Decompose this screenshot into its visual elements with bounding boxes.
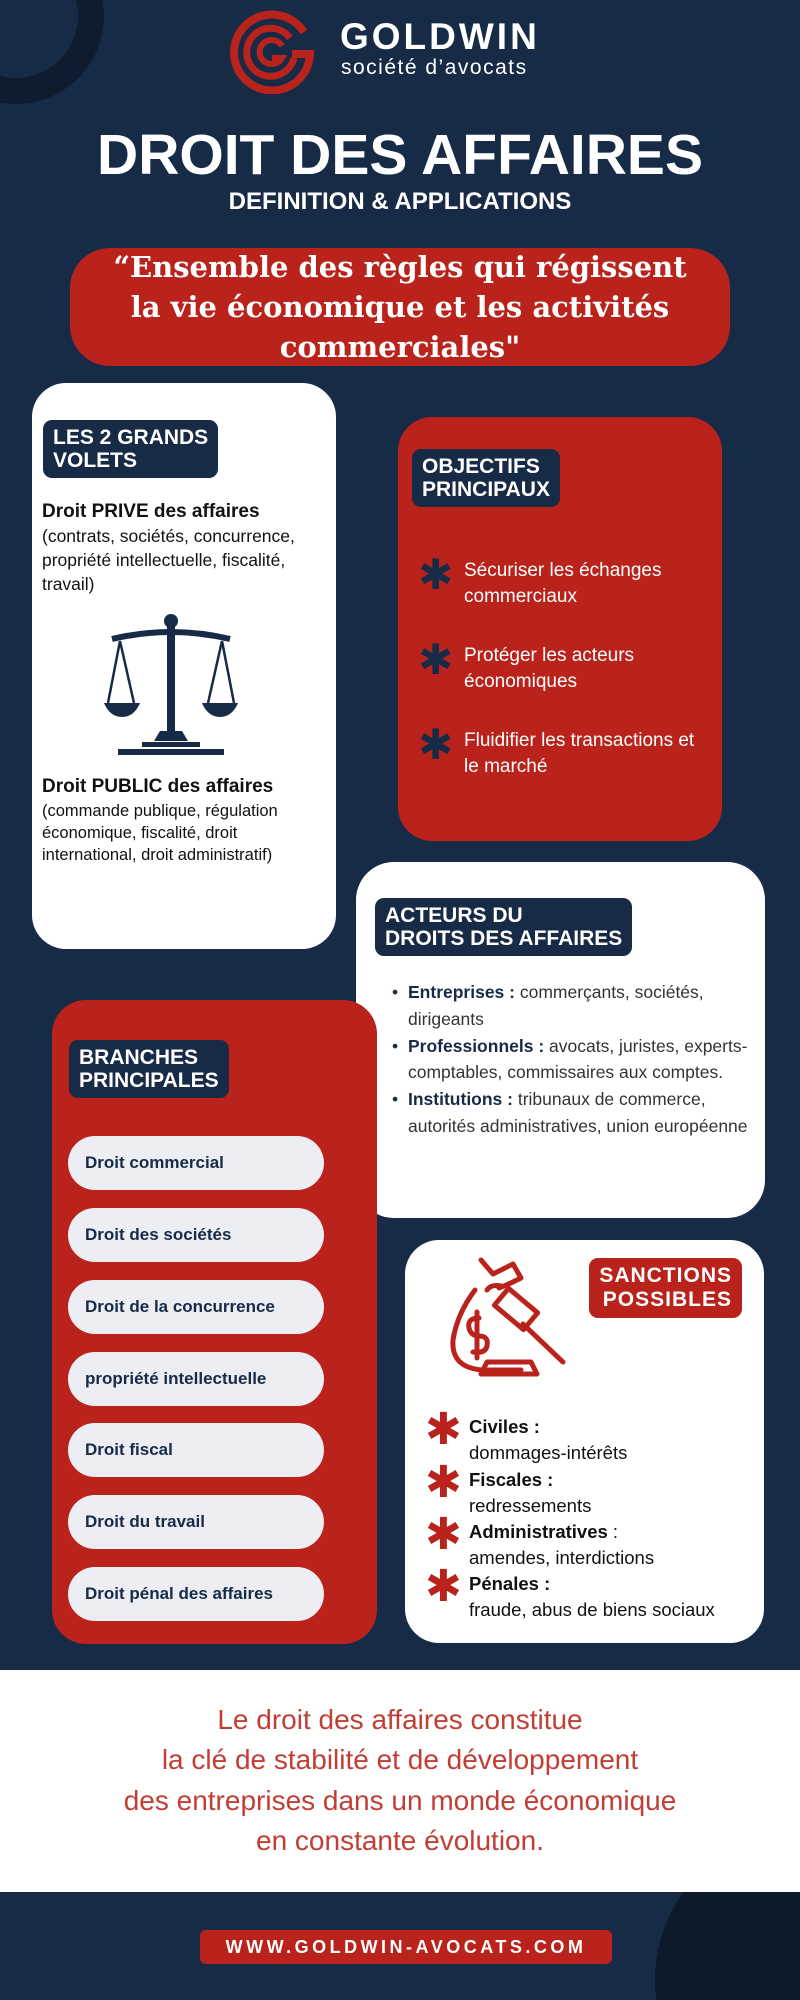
scales-of-justice-icon	[104, 611, 238, 755]
list-item	[408, 1086, 753, 1140]
sanction-label: Administratives	[469, 1521, 608, 1542]
goldwin-logo-icon	[230, 8, 316, 94]
acteur-label: Professionnels :	[408, 1035, 545, 1056]
conclusion-text	[0, 1700, 800, 1861]
conclusion-line: la clé de stabilité et de développement	[161, 1744, 639, 1776]
branch-pill: Droit des sociétés	[68, 1208, 324, 1262]
acteurs-list	[408, 979, 753, 1140]
sanction-text: redressements	[469, 1494, 592, 1516]
objectifs-tag-line2: PRINCIPAUX	[422, 478, 550, 502]
acteurs-tag-line1: ACTEURS DU	[385, 904, 523, 927]
sanction-item	[425, 1562, 715, 1622]
money-bag-gavel-icon	[427, 1250, 592, 1388]
asterisk-icon: ✱	[418, 636, 454, 683]
branch-pill: Droit du travail	[68, 1495, 324, 1549]
volets-tag-line2: VOLETS	[53, 449, 138, 473]
asterisk-icon: ✱	[418, 721, 454, 768]
acteur-text: tribunaux de commerce, autorités administratives, union européenne	[408, 1089, 748, 1136]
objectifs-tag-line1: OBJECTIFS	[422, 455, 540, 478]
definition-quote-box	[70, 248, 730, 366]
list-item	[408, 1033, 753, 1087]
acteur-text: avocats, juristes, experts-comptables, commissaires aux comptes.	[408, 1035, 748, 1083]
page-title: DROIT DES AFFAIRES	[97, 123, 703, 187]
sanction-text: amendes, interdictions	[469, 1546, 655, 1568]
asterisk-icon: ✱	[425, 1458, 462, 1507]
sanctions-tag-line1: SANCTIONS	[599, 1264, 732, 1287]
sanctions-tag-line2: POSSIBLES	[602, 1288, 732, 1312]
acteurs-card	[356, 862, 765, 1218]
volets-tag	[43, 420, 218, 478]
objectif-text: Sécuriser les échanges commerciaux	[464, 560, 662, 608]
branch-pill: Droit commercial	[68, 1136, 324, 1190]
volets-card	[32, 383, 336, 949]
objectif-item	[418, 636, 714, 695]
acteur-text: commerçants, sociétés, dirigeants	[408, 982, 704, 1029]
sanction-text: fraude, abus de biens sociaux	[469, 1598, 715, 1620]
objectif-item	[418, 721, 714, 780]
objectif-text: Fluidifier les transactions et le marché	[464, 730, 695, 778]
public-text: (commande publique, régulation économique, fiscalité, droit international, droit administratif)	[42, 802, 278, 865]
acteur-label: Institutions :	[408, 1089, 513, 1110]
list-item	[408, 979, 753, 1033]
branches-card	[52, 1000, 377, 1644]
conclusion-line: en constante évolution.	[256, 1824, 544, 1856]
sanction-label: Pénales :	[469, 1573, 551, 1594]
branches-tag-line1: BRANCHES	[79, 1046, 199, 1069]
prive-title: Droit PRIVE des affaires	[42, 501, 260, 522]
definition-quote: “Ensemble des règles qui régissent la vie économique et les activités commerciales"	[113, 249, 687, 365]
public-title: Droit PUBLIC des affaires	[42, 776, 274, 797]
sanction-text: dommages-intérêts	[469, 1441, 628, 1463]
asterisk-icon: ✱	[425, 1562, 462, 1611]
branch-pill: propriété intellectuelle	[68, 1352, 324, 1406]
volets-tag-line1: LES 2 GRANDS	[53, 426, 209, 449]
decorative-ring	[0, 0, 104, 104]
objectif-text: Protéger les acteurs économiques	[464, 645, 635, 693]
asterisk-icon: ✱	[425, 1405, 462, 1454]
objectifs-tag	[412, 449, 560, 507]
branches-tag-line2: PRINCIPALES	[79, 1069, 219, 1093]
objectif-item	[418, 551, 714, 610]
conclusion-line: Le droit des affaires constitue	[217, 1704, 583, 1735]
sanctions-tag	[589, 1258, 742, 1318]
sanctions-card	[405, 1240, 764, 1643]
acteurs-tag-line2: DROITS DES AFFAIRES	[385, 927, 623, 951]
sanction-separator: :	[607, 1521, 619, 1542]
website-link[interactable]: WWW.GOLDWIN-AVOCATS.COM	[200, 1930, 612, 1964]
objectifs-card	[398, 417, 722, 841]
branches-tag	[69, 1040, 229, 1098]
conclusion-line: des entreprises dans un monde économique	[123, 1784, 677, 1816]
sanction-label: Civiles :	[469, 1416, 540, 1437]
branch-pill: Droit pénal des affaires	[68, 1567, 324, 1621]
page-subtitle: DEFINITION & APPLICATIONS	[228, 188, 572, 215]
acteurs-tag	[375, 898, 632, 956]
brand-name: GOLDWIN	[340, 16, 540, 57]
branch-pill: Droit fiscal	[68, 1423, 324, 1477]
branch-pill: Droit de la concurrence	[68, 1280, 324, 1334]
acteur-label: Entreprises :	[408, 982, 515, 1002]
asterisk-icon: ✱	[425, 1510, 462, 1559]
prive-text: (contrats, sociétés, concurrence, propriété intellectuelle, fiscalité, travail)	[42, 526, 295, 594]
asterisk-icon: ✱	[418, 551, 454, 598]
sanction-label: Fiscales :	[469, 1469, 554, 1490]
brand-subtitle: société d’avocats	[341, 56, 528, 79]
